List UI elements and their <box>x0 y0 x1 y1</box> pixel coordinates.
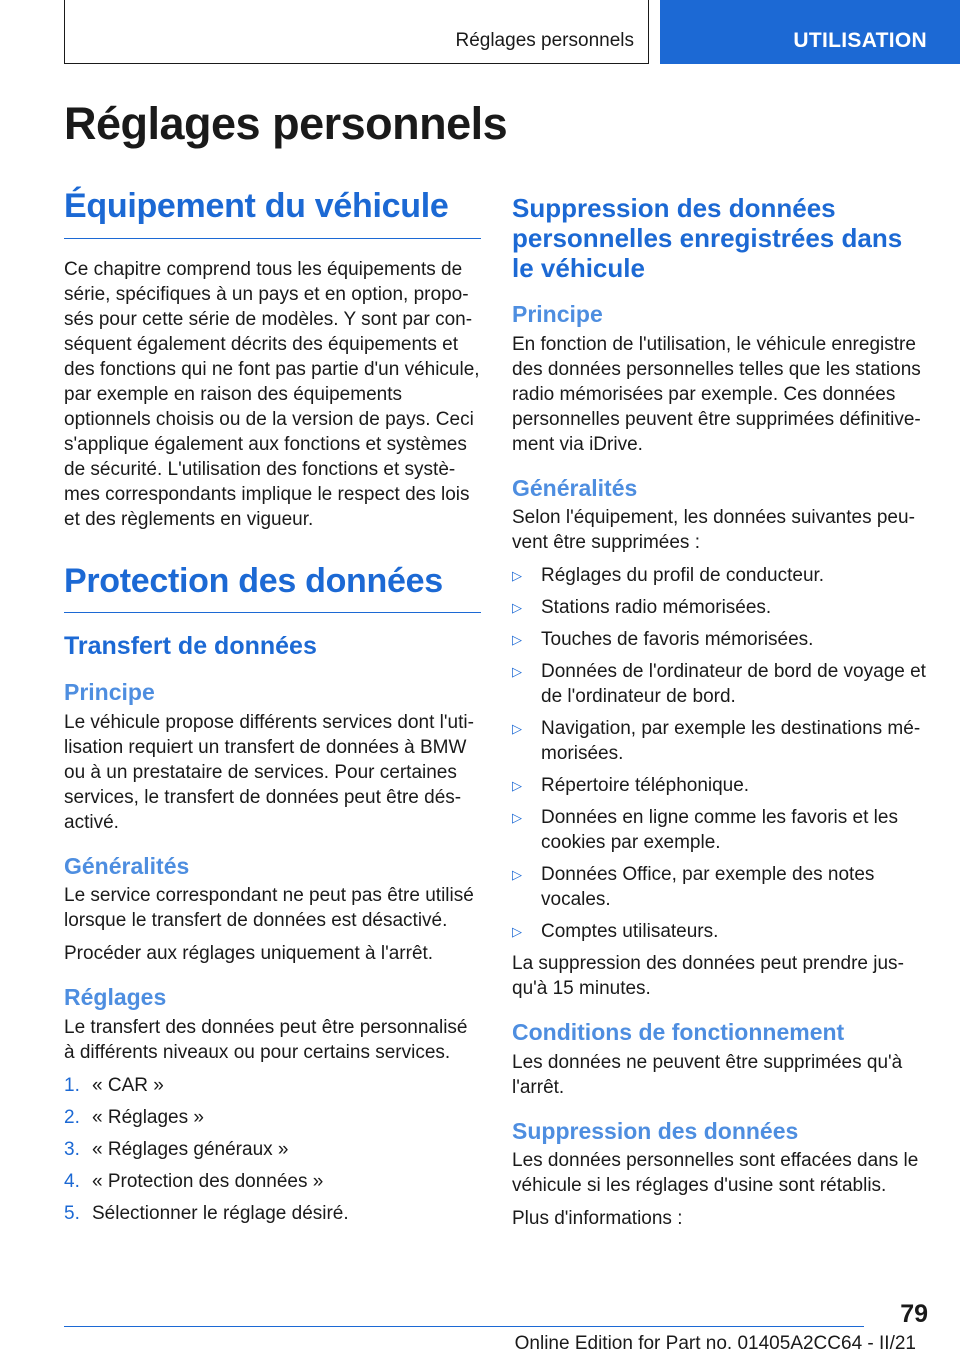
header-chapter-label: UTILISATION <box>793 29 927 52</box>
operating-conditions-heading: Conditions de fonctionnement <box>512 1019 845 1046</box>
list-item <box>512 862 926 912</box>
right-column <box>512 193 926 1231</box>
delete-data-heading: Suppression des données personnelles enregistrées dans le véhicule <box>512 193 903 283</box>
page-number: 79 <box>900 1300 928 1328</box>
bullet-text: Données en ligne comme les favoris et les cookies par exemple. <box>541 807 898 854</box>
settings-heading: Réglages <box>64 984 167 1011</box>
step-number: 5. <box>64 1202 80 1224</box>
bullet-text: Données de l'ordinateur de bord de voyage et de l'ordinateur de bord. <box>541 661 926 708</box>
step-text: « CAR » <box>92 1074 164 1096</box>
bullet-text: Données Office, par exemple des notes vocales. <box>541 864 875 911</box>
operating-conditions-paragraph: Les données ne peuvent être supprimées qu'à l'arrêt. <box>512 1051 903 1098</box>
triangle-bullet-icon: ▷ <box>512 632 522 648</box>
bullet-text: Navigation, par exemple les destinations mémorisées. <box>541 718 921 765</box>
bullet-text: Stations radio mémorisées. <box>541 597 772 619</box>
step-text: « Réglages généraux » <box>92 1138 289 1160</box>
list-item <box>512 627 926 652</box>
principle-heading: Principe <box>512 301 603 327</box>
triangle-bullet-icon: ▷ <box>512 568 522 584</box>
page-title: Réglages personnels <box>64 98 508 149</box>
header-section-label: Réglages personnels <box>455 30 634 51</box>
list-item <box>512 595 926 620</box>
triangle-bullet-icon: ▷ <box>512 778 522 794</box>
data-deletion-heading: Suppression des données <box>512 1117 799 1144</box>
list-item <box>64 1073 481 1098</box>
bullet-text: Répertoire téléphonique. <box>541 775 750 797</box>
list-item <box>64 1201 481 1226</box>
triangle-bullet-icon: ▷ <box>512 721 522 737</box>
more-info-paragraph: Plus d'informations : <box>512 1208 683 1230</box>
list-item <box>64 1105 481 1130</box>
bullet-text: Comptes utilisateurs. <box>541 921 719 943</box>
step-text: « Protection des données » <box>92 1170 324 1192</box>
step-number: 1. <box>64 1074 80 1096</box>
bullet-text: Réglages du profil de conducteur. <box>541 565 825 587</box>
list-item <box>512 773 926 798</box>
list-item <box>512 716 926 766</box>
triangle-bullet-icon: ▷ <box>512 867 522 883</box>
bullet-text: Touches de favoris mémorisées. <box>541 629 814 651</box>
general-heading: Généralités <box>512 474 638 501</box>
list-item <box>512 659 926 709</box>
triangle-bullet-icon: ▷ <box>512 810 522 826</box>
list-item <box>512 805 926 855</box>
list-item <box>64 1137 481 1162</box>
footer-divider <box>64 1326 864 1327</box>
header-section-box <box>64 0 649 64</box>
principle-heading: Principe <box>64 679 155 705</box>
data-transfer-heading: Transfert de données <box>64 632 317 660</box>
deletable-data-list <box>512 563 926 944</box>
list-item <box>512 563 926 588</box>
data-deletion-paragraph: Les données personnelles sont effacées dans le véhicule si les réglages d'usine sont rétablis. <box>512 1150 919 1197</box>
general-paragraph-2: Procéder aux réglages uniquement à l'arrêt. <box>64 943 434 965</box>
triangle-bullet-icon: ▷ <box>512 924 522 940</box>
settings-steps-list <box>64 1073 481 1226</box>
triangle-bullet-icon: ▷ <box>512 664 522 680</box>
equipment-heading: Équipement du véhicule <box>64 185 481 239</box>
general-paragraph: Selon l'équipement, les données suivantes peuvent être supprimées : <box>512 507 915 554</box>
step-text: Sélectionner le réglage désiré. <box>92 1202 349 1224</box>
general-heading: Généralités <box>64 852 190 879</box>
footer-edition: Online Edition for Part no. 01405A2CC64 - II/21 <box>514 1333 916 1354</box>
data-protection-heading: Protection des données <box>64 560 481 614</box>
step-number: 3. <box>64 1138 80 1160</box>
triangle-bullet-icon: ▷ <box>512 600 522 616</box>
list-item <box>64 1169 481 1194</box>
step-number: 2. <box>64 1106 80 1128</box>
settings-paragraph: Le transfert des données peut être personnalisé à différents niveaux ou pour certains services. <box>64 1016 468 1063</box>
step-number: 4. <box>64 1170 80 1192</box>
list-item <box>512 919 926 944</box>
header-chapter-tab <box>660 0 960 64</box>
principle-paragraph: En fonction de l'utilisation, le véhicule enregistre des données personnelles telles que les stations radio mémorisées par exemple. Ces données personnelles peuvent être supprimées définitivement via iDrive. <box>512 333 921 455</box>
general-paragraph-1: Le service correspondant ne peut pas être utilisé lorsque le transfert de données est désactivé. <box>64 885 474 932</box>
step-text: « Réglages » <box>92 1106 204 1128</box>
principle-paragraph: Le véhicule propose différents services dont l'utilisation requiert un transfert de données à BMW ou à un prestataire de services. Pour certaines services, le transfert de données peut être désactivé. <box>64 711 474 833</box>
duration-paragraph: La suppression des données peut prendre jusqu'à 15 minutes. <box>512 953 904 1000</box>
left-column <box>64 185 481 1233</box>
equipment-paragraph: Ce chapitre comprend tous les équipements de série, spécifiques à un pays et en option, proposés pour cette série de modèles. Y sont par conséquent également décrits des équipements et des fonctions qui ne font pas partie d'un véhicule, par exemple en raison des équipements optionnels choisis ou de la version de pays. Ceci s'applique également aux fonctions et systèmes de sécurité. L'utilisation des fonctions et systèmes correspondants implique le respect des lois et des règlements en vigueur. <box>64 258 480 530</box>
